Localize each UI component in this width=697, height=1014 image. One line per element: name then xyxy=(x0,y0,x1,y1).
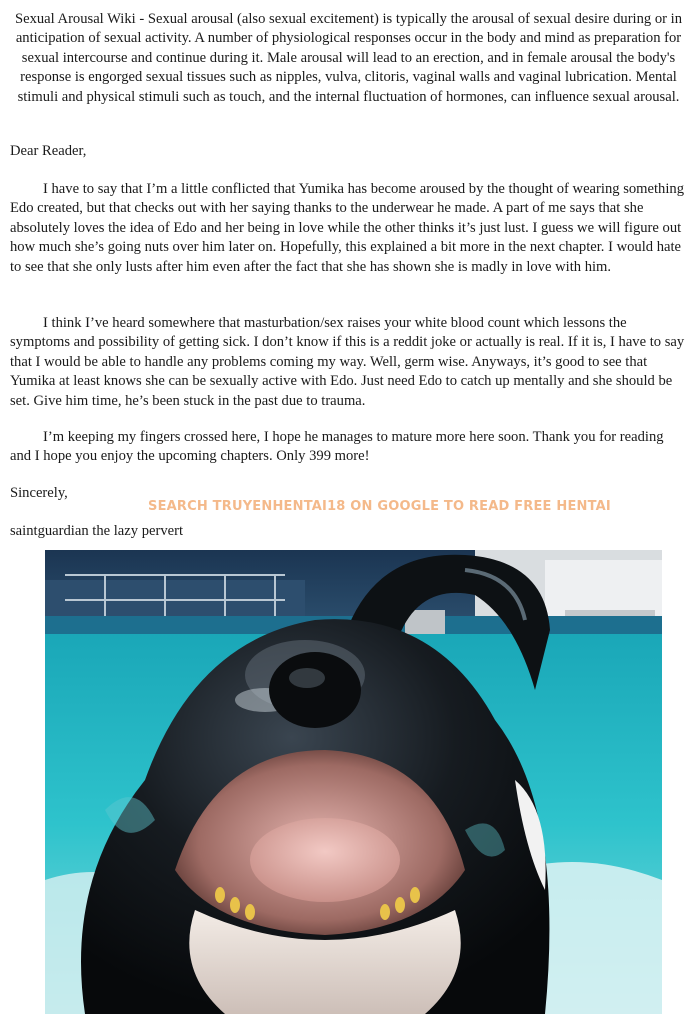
watermark-text: SEARCH TRUYENHENTAI18 ON GOOGLE TO READ FREE HENTAI xyxy=(148,499,611,514)
salutation: Dear Reader, xyxy=(10,143,87,159)
letter-paragraph-1: I have to say that I’m a little conflicted that Yumika has become aroused by the thought of wearing something Edo created, but that checks out with her saying thanks to the underwear he made. A part of me says that she absolutely loves the idea of Edo and her being in love while the other thinks it’s just lust. I guess we will figure out how much she’s going nuts over him later on. Hopefully, this explained a bit more in the next chapter. I would hate to see that she only lusts after him even after the fact that she has shown she is madly in love with him. xyxy=(10,181,684,275)
orca-photo xyxy=(45,550,662,1014)
intro-paragraph: Sexual Arousal Wiki - Sexual arousal (also sexual excitement) is typically the arousal of sexual desire during or in anticipation of sexual activity. A number of physiological responses occur in the body and mind as preparation for sexual intercourse and continue during it. Male arousal will lead to an erection, and in female arousal the body's response is engorged sexual tissues such as nipples, vulva, clitoris, vaginal walls and vaginal lubrication. Mental stimuli and physical stimuli such as touch, and the internal fluctuation of hormones, can influence sexual arousal. xyxy=(14,11,683,105)
signature: saintguardian the lazy pervert xyxy=(10,523,184,539)
letter-paragraph-2: I think I’ve heard somewhere that masturbation/sex raises your white blood count which lessons the symptoms and possibility of getting sick. I don’t know if this is a reddit joke or actually is real. If it is, I have to say that I would be able to handle any problems coming my way. Well, germ wise. Anyways, it’s good to see that Yumika at least knows she can be sexually active with Edo. Just need Edo to catch up mentally and she should be set. Give him time, he’s been stuck in the past due to trauma. xyxy=(10,315,685,409)
orca-photo-icon xyxy=(45,550,662,1014)
signoff: Sincerely, xyxy=(10,485,68,501)
letter-paragraph-3: I’m keeping my fingers crossed here, I hope he manages to mature more here soon. Thank you for reading and I hope you enjoy the upcoming chapters. Only 399 more! xyxy=(10,429,664,465)
